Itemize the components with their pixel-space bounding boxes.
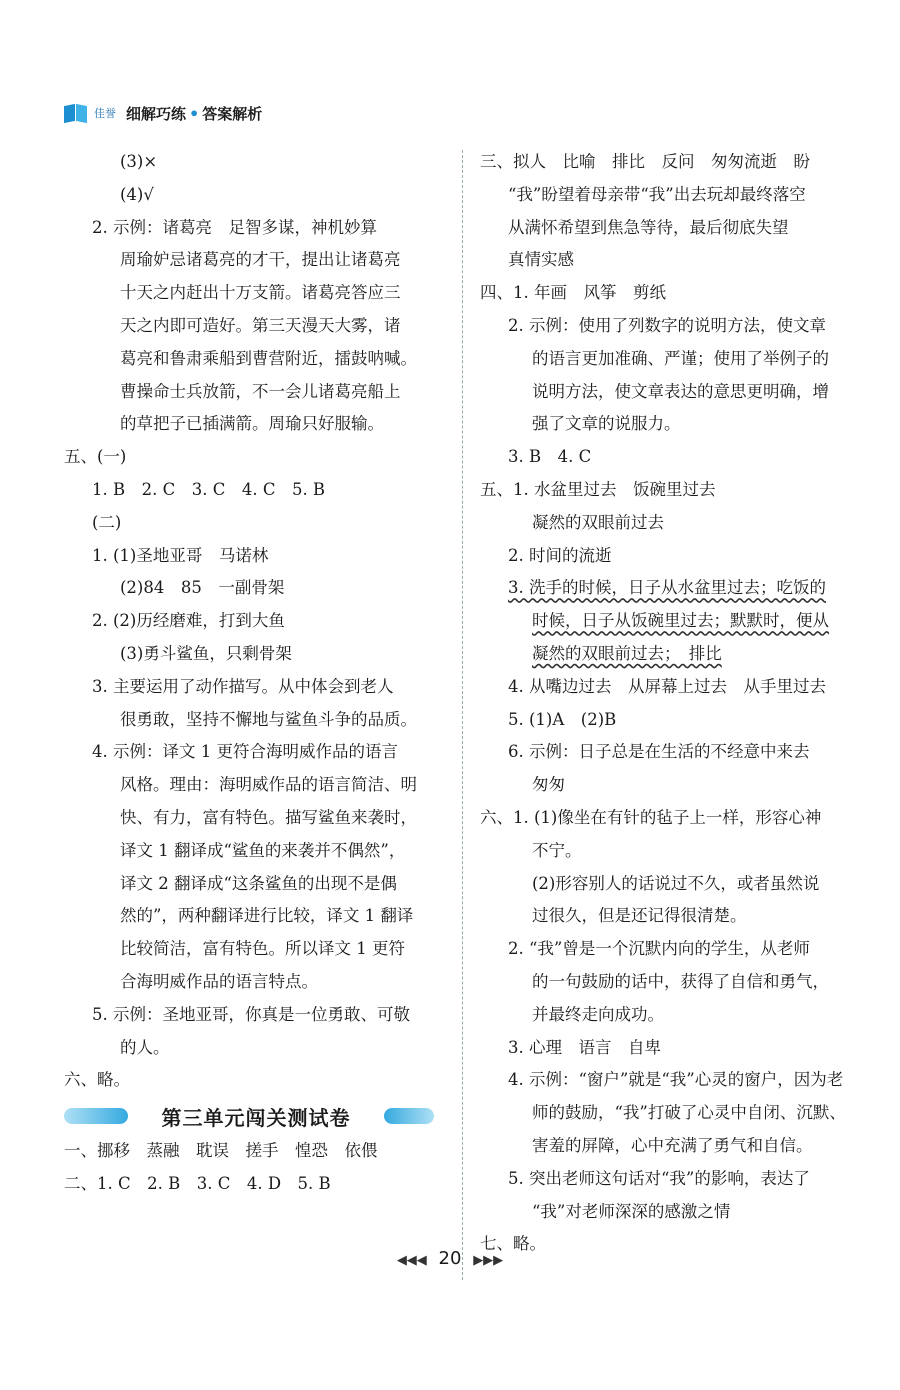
text-line: 五、1. 水盆里过去 饭碗里过去 (480, 480, 716, 499)
text-line: 2. 时间的流逝 (508, 545, 612, 565)
brand-name: 佳誉 (94, 107, 116, 120)
text-line: 凝然的双眼前过去； 排比 (532, 644, 722, 663)
text-line: (2)形容别人的话说过不久，或者虽然说 (532, 873, 820, 893)
text-line: 2. (2)历经磨难，打到大鱼 (92, 611, 285, 631)
text-line: 4. 从嘴边过去 从屏幕上过去 从手里过去 (508, 676, 826, 696)
text-line: 说明方法，使文章表达的意思更明确，增 (532, 381, 829, 401)
text-line: 六、略。 (64, 1070, 130, 1090)
text-line: 4. 示例：译文 1 更符合海明威作品的语言 (92, 742, 398, 762)
text-line: 2. 示例：诸葛亮 足智多谋，神机妙算 (92, 217, 377, 237)
text-line: 时候，日子从饭碗里过去；默默时，便从 (532, 611, 829, 631)
text-line: 过很久，但是还记得很清楚。 (532, 906, 747, 926)
banner-left-cap (64, 1108, 128, 1124)
text-line: 匆匆 (532, 775, 565, 795)
text-line: 的一句鼓励的话中，获得了自信和勇气， (532, 972, 829, 991)
text-line: 师的鼓励，“我”打破了心灵中自闭、沉默、 (532, 1103, 846, 1123)
text-line: (3)勇斗鲨鱼，只剩骨架 (120, 644, 292, 663)
text-line: 合海明威作品的语言特点。 (120, 972, 318, 991)
text-line: 强了文章的说服力。 (532, 414, 681, 434)
text-line: 一、挪移 蒸融 耽误 搓手 惶恐 依偎 (64, 1141, 378, 1161)
text-line: 曹操命士兵放箭，不一会儿诸葛亮船上 (120, 381, 401, 401)
text-line: 葛亮和鲁肃乘船到曹营附近，擂鼓呐喊。 (120, 348, 417, 368)
text-line: “我”对老师深深的感激之情 (532, 1201, 731, 1221)
text-line: 3. 洗手的时候，日子从水盆里过去；吃饭的 (508, 578, 826, 598)
text-line: 1. B 2. C 3. C 4. C 5. B (92, 480, 326, 499)
series-title: 细解巧练 (126, 104, 187, 123)
text-line: 译文 1 翻译成“鲨鱼的来袭并不偶然”， (120, 840, 406, 860)
title-separator: • (189, 103, 200, 123)
text-line: 并最终走向成功。 (532, 1004, 664, 1024)
text-line: 2. 示例：使用了列数字的说明方法，使文章 (508, 316, 826, 335)
text-line: 十天之内赶出十万支箭。诸葛亮答应三 (120, 283, 401, 303)
text-line: (3)× (120, 152, 158, 171)
text-line: 不宁。 (532, 840, 582, 860)
text-line: 6. 示例：日子总是在生活的不经意中来去 (508, 742, 810, 762)
page-header (64, 100, 262, 126)
text-line: 的草把子已插满箭。周瑜只好服输。 (120, 414, 384, 434)
page-number: 20 (438, 1248, 462, 1269)
text-line: 六、1. (1)像坐在有针的毡子上一样，形容心神 (480, 808, 822, 827)
text-line: 5. (1)A (2)B (508, 709, 617, 729)
banner-right-cap (384, 1108, 434, 1124)
text-line: “我”盼望着母亲带“我”出去玩却最终落空 (508, 184, 806, 204)
text-line: 3. B 4. C (508, 447, 592, 467)
text-line: (二) (92, 512, 122, 532)
text-line: 5. 突出老师这句话对“我”的影响，表达了 (508, 1168, 810, 1188)
unit-test-banner (64, 1099, 434, 1133)
next-arrows-icon: ▶▶▶ (473, 1253, 504, 1268)
text-line: 2. “我”曾是一个沉默内向的学生，从老师 (508, 939, 810, 959)
text-line: 译文 2 翻译成“这条鲨鱼的出现不是偶 (120, 873, 397, 893)
text-line: 二、1. C 2. B 3. C 4. D 5. B (64, 1174, 331, 1193)
text-line: 快、有力，富有特色。描写鲨鱼来袭时， (120, 808, 417, 827)
book-logo-icon (64, 103, 88, 123)
text-line: (2)84 85 一副骨架 (120, 578, 285, 598)
text-line: 从满怀希望到焦急等待，最后彻底失望 (508, 217, 789, 237)
text-line: 的语言更加准确、严谨；使用了举例子的 (532, 348, 829, 368)
text-line: 5. 示例：圣地亚哥，你真是一位勇敢、可敬 (92, 1004, 410, 1024)
text-line: 周瑜妒忌诸葛亮的才干，提出让诸葛亮 (120, 250, 401, 270)
text-line: 害羞的屏障，心中充满了勇气和自信。 (532, 1136, 813, 1155)
text-line: 然的”，两种翻译进行比较，译文 1 翻译 (120, 906, 414, 926)
banner-title: 第三单元闯关测试卷 (161, 1105, 351, 1130)
text-line: 的人。 (120, 1037, 170, 1057)
text-line: (4)√ (120, 184, 154, 204)
text-line: 很勇敢，坚持不懈地与鲨鱼斗争的品质。 (120, 709, 417, 729)
text-line: 凝然的双眼前过去 (532, 512, 664, 532)
page-footer (0, 1248, 900, 1269)
text-line: 七、略。 (480, 1234, 546, 1254)
text-line: 3. 心理 语言 自卑 (508, 1037, 661, 1057)
text-line: 3. 主要运用了动作描写。从中体会到老人 (92, 676, 394, 696)
text-line: 真情实感 (508, 250, 574, 270)
section-title: 答案解析 (202, 104, 263, 123)
text-line: 1. (1)圣地亚哥 马诺林 (92, 545, 269, 565)
text-line: 比较简洁，富有特色。所以译文 1 更符 (120, 939, 405, 959)
text-line: 4. 示例：“窗户”就是“我”心灵的窗户，因为老 (508, 1070, 844, 1090)
text-line: 四、1. 年画 风筝 剪纸 (480, 283, 666, 303)
column-divider (462, 150, 463, 1280)
text-line: 三、拟人 比喻 排比 反问 匆匆流逝 盼 (480, 152, 810, 171)
text-line: 天之内即可造好。第三天漫天大雾，诸 (120, 316, 401, 335)
text-line: 风格。理由：海明威作品的语言简洁、明 (120, 775, 417, 795)
text-line: 五、(一) (64, 447, 127, 467)
prev-arrows-icon: ◀◀◀ (396, 1253, 427, 1268)
